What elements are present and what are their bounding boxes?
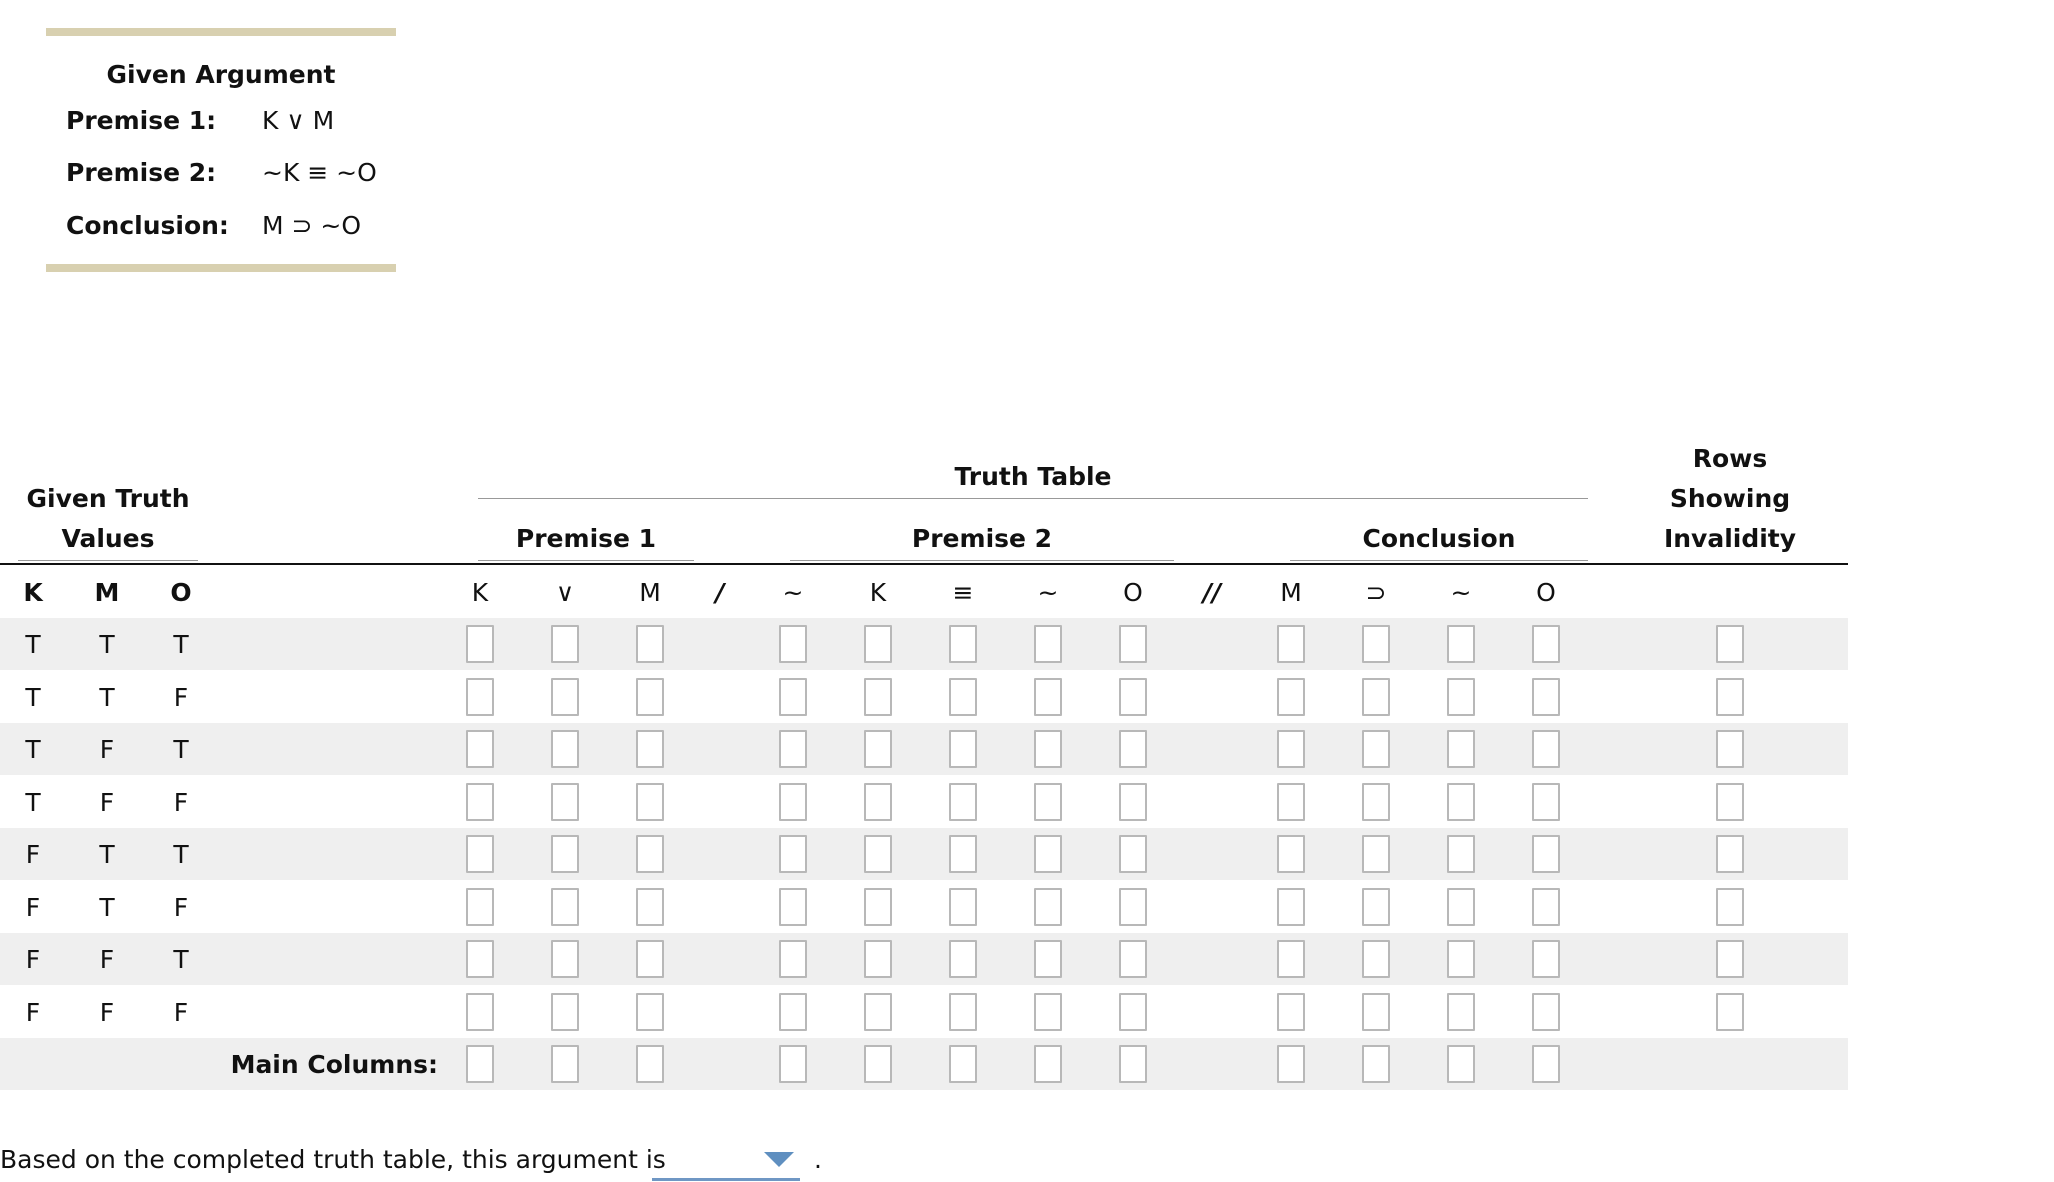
premise-2-header: Premise 2 xyxy=(911,524,1053,553)
given-column-header-m: M xyxy=(94,578,120,607)
premise-2-underline xyxy=(790,560,1174,561)
truth-value-input[interactable] xyxy=(1532,783,1560,821)
truth-value-input[interactable] xyxy=(1362,940,1390,978)
given-value-m: T xyxy=(99,630,115,659)
formula-column-header-10: M xyxy=(1280,578,1302,607)
table-row xyxy=(0,723,1848,775)
truth-value-input[interactable] xyxy=(1034,888,1062,926)
premise-1-header: Premise 1 xyxy=(515,524,657,553)
formula-column-header-1: ∨ xyxy=(555,578,575,607)
premise-1-label: Premise 1: xyxy=(66,106,217,135)
truth-value-input[interactable] xyxy=(1447,678,1475,716)
truth-value-input[interactable] xyxy=(466,993,494,1031)
truth-value-input[interactable] xyxy=(551,835,579,873)
invalidity-row-checkbox[interactable] xyxy=(1716,678,1744,716)
given-value-k: F xyxy=(25,997,41,1027)
truth-value-input[interactable] xyxy=(1532,835,1560,873)
given-value-o: F xyxy=(173,787,189,817)
separator-header-9: // xyxy=(1202,578,1222,607)
truth-value-input[interactable] xyxy=(1277,993,1305,1031)
main-column-checkbox[interactable] xyxy=(949,1045,977,1083)
invalidity-row-checkbox[interactable] xyxy=(1716,835,1744,873)
given-value-k: T xyxy=(25,682,41,712)
truth-value-input[interactable] xyxy=(551,783,579,821)
premise-2-label: Premise 2: xyxy=(66,158,217,187)
table-row xyxy=(0,986,1848,1038)
table-row xyxy=(0,933,1848,985)
truth-value-input[interactable] xyxy=(1447,940,1475,978)
truth-value-input[interactable] xyxy=(1532,678,1560,716)
table-row xyxy=(0,828,1848,880)
main-column-checkbox[interactable] xyxy=(1034,1045,1062,1083)
sentence-period: . xyxy=(814,1145,822,1174)
truth-value-input[interactable] xyxy=(949,888,977,926)
truth-value-input[interactable] xyxy=(864,730,892,768)
formula-column-header-12: ~ xyxy=(1450,578,1472,607)
table-row xyxy=(0,671,1848,723)
truth-value-input[interactable] xyxy=(466,835,494,873)
given-values-underline xyxy=(18,560,198,561)
truth-value-input[interactable] xyxy=(466,678,494,716)
main-columns-label: Main Columns: xyxy=(230,1050,438,1079)
truth-value-input[interactable] xyxy=(1277,835,1305,873)
truth-value-input[interactable] xyxy=(1447,993,1475,1031)
main-column-checkbox[interactable] xyxy=(1119,1045,1147,1083)
truth-value-input[interactable] xyxy=(551,730,579,768)
given-value-o: T xyxy=(173,735,189,764)
given-value-o: T xyxy=(173,945,189,974)
truth-value-input[interactable] xyxy=(949,940,977,978)
truth-value-input[interactable] xyxy=(864,993,892,1031)
truth-value-input[interactable] xyxy=(1034,625,1062,663)
truth-value-input[interactable] xyxy=(1119,835,1147,873)
truth-value-input[interactable] xyxy=(864,888,892,926)
truth-value-input[interactable] xyxy=(1034,835,1062,873)
truth-value-input[interactable] xyxy=(1532,888,1560,926)
truth-value-input[interactable] xyxy=(949,625,977,663)
truth-value-input[interactable] xyxy=(1532,940,1560,978)
formula-column-header-0: K xyxy=(471,578,489,607)
invalidity-row-checkbox[interactable] xyxy=(1716,993,1744,1031)
truth-value-input[interactable] xyxy=(1362,783,1390,821)
truth-value-input[interactable] xyxy=(636,888,664,926)
truth-value-input[interactable] xyxy=(551,625,579,663)
given-value-o: F xyxy=(173,997,189,1027)
main-column-checkbox[interactable] xyxy=(1277,1045,1305,1083)
truth-value-input[interactable] xyxy=(1119,993,1147,1031)
truth-value-input[interactable] xyxy=(949,835,977,873)
truth-value-input[interactable] xyxy=(949,783,977,821)
truth-value-input[interactable] xyxy=(1532,730,1560,768)
formula-column-header-6: ≡ xyxy=(952,578,974,607)
truth-value-input[interactable] xyxy=(466,940,494,978)
truth-value-input[interactable] xyxy=(864,835,892,873)
truth-value-input[interactable] xyxy=(1447,625,1475,663)
truth-value-input[interactable] xyxy=(1277,730,1305,768)
given-value-m: F xyxy=(99,997,115,1027)
invalidity-row-checkbox[interactable] xyxy=(1716,783,1744,821)
truth-value-input[interactable] xyxy=(1034,993,1062,1031)
invalidity-row-checkbox[interactable] xyxy=(1716,730,1744,768)
main-column-checkbox[interactable] xyxy=(1447,1045,1475,1083)
truth-value-input[interactable] xyxy=(466,625,494,663)
premise-1-underline xyxy=(478,560,694,561)
given-value-k: F xyxy=(25,945,41,974)
truth-value-input[interactable] xyxy=(1362,835,1390,873)
truth-value-input[interactable] xyxy=(1447,783,1475,821)
invalidity-row-checkbox[interactable] xyxy=(1716,888,1744,926)
table-row xyxy=(0,776,1848,828)
truth-value-input[interactable] xyxy=(864,678,892,716)
given-value-m: F xyxy=(99,945,115,974)
rows-showing-invalidity-line1: Rows xyxy=(1692,444,1768,473)
truth-value-input[interactable] xyxy=(636,678,664,716)
header-divider xyxy=(0,563,1848,565)
truth-value-input[interactable] xyxy=(551,993,579,1031)
truth-value-input[interactable] xyxy=(779,835,807,873)
given-value-k: T xyxy=(25,630,41,659)
truth-value-input[interactable] xyxy=(636,730,664,768)
truth-value-input[interactable] xyxy=(1362,625,1390,663)
truth-value-input[interactable] xyxy=(1277,783,1305,821)
given-value-o: F xyxy=(173,892,189,922)
truth-value-input[interactable] xyxy=(1277,940,1305,978)
premise-1-formula: K ∨ M xyxy=(262,106,335,135)
truth-value-input[interactable] xyxy=(636,940,664,978)
given-column-header-k: K xyxy=(23,578,43,607)
truth-value-input[interactable] xyxy=(1447,888,1475,926)
truth-value-input[interactable] xyxy=(1532,993,1560,1031)
rows-showing-invalidity-line2: Showing xyxy=(1669,484,1791,513)
truth-value-input[interactable] xyxy=(949,993,977,1031)
main-column-checkbox[interactable] xyxy=(864,1045,892,1083)
truth-value-input[interactable] xyxy=(864,940,892,978)
table-row xyxy=(0,618,1848,670)
conclusion-header: Conclusion xyxy=(1362,524,1516,553)
given-value-k: T xyxy=(25,735,41,764)
given-value-k: T xyxy=(25,787,41,817)
formula-column-header-7: ~ xyxy=(1037,578,1059,607)
truth-value-input[interactable] xyxy=(1447,835,1475,873)
given-value-o: T xyxy=(173,630,189,659)
conclusion-formula: M ⊃ ~O xyxy=(262,211,362,240)
truth-value-input[interactable] xyxy=(779,625,807,663)
formula-column-header-11: ⊃ xyxy=(1365,578,1387,607)
main-column-checkbox[interactable] xyxy=(466,1045,494,1083)
formula-column-header-2: M xyxy=(639,578,661,607)
given-argument-box xyxy=(46,28,396,272)
truth-value-input[interactable] xyxy=(636,993,664,1031)
truth-value-input[interactable] xyxy=(1277,678,1305,716)
truth-value-input[interactable] xyxy=(1277,625,1305,663)
truth-value-input[interactable] xyxy=(1362,993,1390,1031)
formula-column-header-13: O xyxy=(1536,578,1556,607)
given-value-o: F xyxy=(173,682,189,712)
formula-column-header-5: K xyxy=(869,578,887,607)
given-value-m: T xyxy=(99,682,115,712)
truth-value-input[interactable] xyxy=(466,730,494,768)
truth-value-input[interactable] xyxy=(1119,625,1147,663)
invalidity-row-checkbox[interactable] xyxy=(1716,940,1744,978)
table-row xyxy=(0,881,1848,933)
truth-value-input[interactable] xyxy=(949,678,977,716)
truth-value-input[interactable] xyxy=(864,783,892,821)
truth-value-input[interactable] xyxy=(636,783,664,821)
truth-value-input[interactable] xyxy=(1532,625,1560,663)
given-argument-title: Given Argument xyxy=(106,60,336,89)
given-value-m: F xyxy=(99,735,115,764)
truth-value-input[interactable] xyxy=(779,888,807,926)
truth-value-input[interactable] xyxy=(1362,678,1390,716)
given-column-header-o: O xyxy=(170,578,192,607)
truth-value-input[interactable] xyxy=(1034,940,1062,978)
rows-showing-invalidity-line3: Invalidity xyxy=(1663,524,1797,553)
truth-value-input[interactable] xyxy=(1119,678,1147,716)
main-column-checkbox[interactable] xyxy=(551,1045,579,1083)
truth-value-input[interactable] xyxy=(1277,888,1305,926)
given-value-m: T xyxy=(99,892,115,922)
truth-value-input[interactable] xyxy=(1362,888,1390,926)
main-columns-row xyxy=(0,1038,1848,1090)
truth-value-input[interactable] xyxy=(864,625,892,663)
truth-value-input[interactable] xyxy=(779,940,807,978)
truth-value-input[interactable] xyxy=(1119,888,1147,926)
truth-value-input[interactable] xyxy=(1034,678,1062,716)
invalidity-row-checkbox[interactable] xyxy=(1716,625,1744,663)
separator-header-3: / xyxy=(715,578,725,607)
validity-sentence: Based on the completed truth table, this argument is xyxy=(0,1145,666,1174)
truth-value-input[interactable] xyxy=(636,625,664,663)
premise-2-formula: ~K ≡ ~O xyxy=(262,158,377,187)
truth-value-input[interactable] xyxy=(1034,783,1062,821)
truth-value-input[interactable] xyxy=(1119,940,1147,978)
truth-value-input[interactable] xyxy=(779,783,807,821)
given-value-o: T xyxy=(173,840,189,869)
chevron-down-icon xyxy=(764,1152,794,1167)
given-value-k: F xyxy=(25,892,41,922)
truth-value-input[interactable] xyxy=(779,730,807,768)
validity-dropdown[interactable] xyxy=(652,1140,800,1181)
truth-value-input[interactable] xyxy=(779,678,807,716)
truth-value-input[interactable] xyxy=(466,888,494,926)
truth-value-input[interactable] xyxy=(949,730,977,768)
given-value-m: F xyxy=(99,787,115,817)
main-column-checkbox[interactable] xyxy=(779,1045,807,1083)
given-value-k: F xyxy=(25,840,41,869)
given-value-m: T xyxy=(99,840,115,869)
formula-column-header-8: O xyxy=(1123,578,1143,607)
conclusion-underline xyxy=(1290,560,1588,561)
truth-value-input[interactable] xyxy=(1034,730,1062,768)
truth-value-input[interactable] xyxy=(1362,730,1390,768)
truth-value-input[interactable] xyxy=(551,940,579,978)
main-column-checkbox[interactable] xyxy=(1362,1045,1390,1083)
main-column-checkbox[interactable] xyxy=(1532,1045,1560,1083)
truth-value-input[interactable] xyxy=(1447,730,1475,768)
truth-value-input[interactable] xyxy=(1119,783,1147,821)
truth-value-input[interactable] xyxy=(636,835,664,873)
given-truth-values-title-line1: Given Truth xyxy=(26,484,190,513)
truth-value-input[interactable] xyxy=(551,678,579,716)
given-truth-values-title-line2: Values xyxy=(61,524,155,553)
truth-value-input[interactable] xyxy=(466,783,494,821)
truth-table-underline xyxy=(478,498,1588,499)
truth-table-title: Truth Table xyxy=(954,462,1112,491)
truth-value-input[interactable] xyxy=(551,888,579,926)
main-column-checkbox[interactable] xyxy=(636,1045,664,1083)
formula-column-header-4: ~ xyxy=(782,578,804,607)
conclusion-label: Conclusion: xyxy=(66,211,229,240)
truth-value-input[interactable] xyxy=(779,993,807,1031)
truth-value-input[interactable] xyxy=(1119,730,1147,768)
